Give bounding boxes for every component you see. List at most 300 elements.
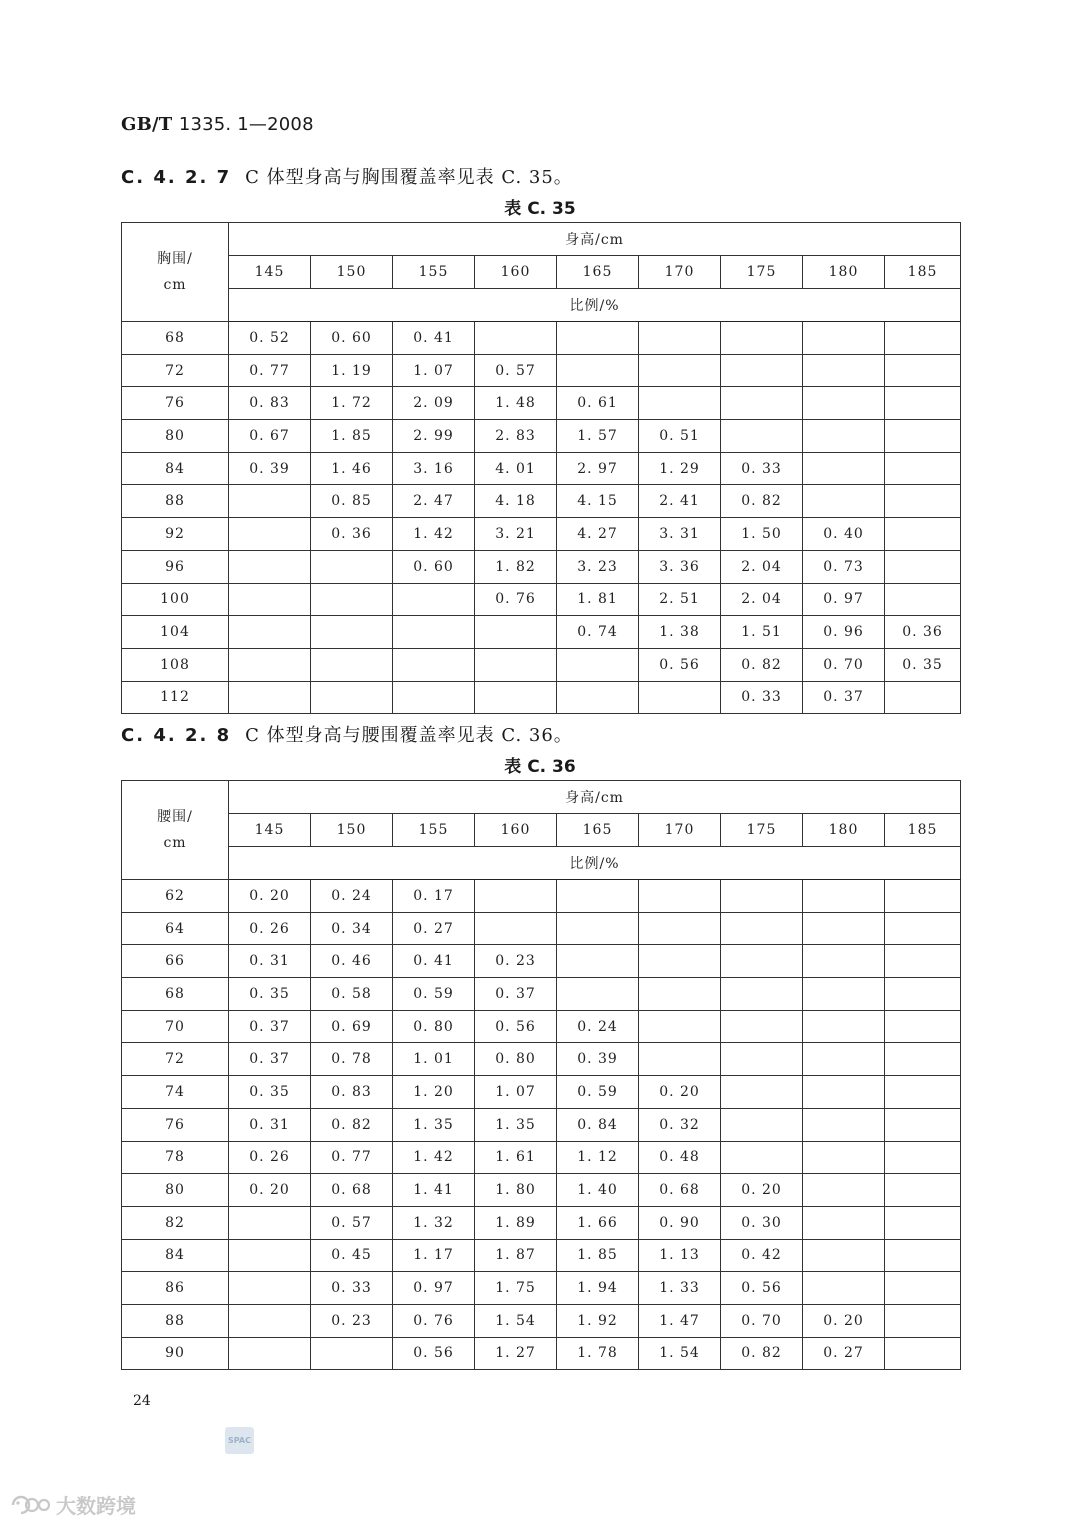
table-cell bbox=[393, 616, 475, 649]
table-row bbox=[122, 452, 961, 485]
row-label: 64 bbox=[122, 912, 229, 945]
table-cell: 1. 42 bbox=[393, 518, 475, 551]
table-cell bbox=[229, 648, 311, 681]
table-cell: 0. 96 bbox=[803, 616, 885, 649]
table-cell bbox=[803, 452, 885, 485]
table-cell: 0. 30 bbox=[721, 1206, 803, 1239]
height-170: 170 bbox=[639, 814, 721, 847]
row-header-line-1: 胸围/ bbox=[157, 251, 193, 267]
table-cell: 0. 76 bbox=[475, 583, 557, 616]
table-cell: 0. 35 bbox=[229, 978, 311, 1011]
table-cell: 3. 31 bbox=[639, 518, 721, 551]
table-cell bbox=[885, 1239, 961, 1272]
table-cell bbox=[229, 616, 311, 649]
clause-number: C. 4. 2. 7 bbox=[121, 167, 232, 188]
row-label: 72 bbox=[122, 354, 229, 387]
table-cell bbox=[721, 1010, 803, 1043]
row-label: 78 bbox=[122, 1141, 229, 1174]
table-cell: 0. 82 bbox=[721, 1337, 803, 1370]
table-cell bbox=[229, 1304, 311, 1337]
table-cell bbox=[311, 1337, 393, 1370]
clause-c4-2-8 bbox=[121, 721, 573, 747]
table-cell bbox=[885, 912, 961, 945]
table-cell: 0. 82 bbox=[721, 485, 803, 518]
table-cell bbox=[803, 1076, 885, 1109]
table-cell: 0. 24 bbox=[557, 1010, 639, 1043]
table-cell: 0. 26 bbox=[229, 1141, 311, 1174]
table-cell bbox=[557, 880, 639, 913]
table-cell bbox=[639, 945, 721, 978]
table-row bbox=[122, 1239, 961, 1272]
table-cell: 1. 85 bbox=[557, 1239, 639, 1272]
table-cell bbox=[885, 1174, 961, 1207]
table-cell bbox=[721, 1076, 803, 1109]
table-caption-c36: 表 C. 36 bbox=[504, 757, 576, 777]
table-cell: 0. 39 bbox=[229, 452, 311, 485]
table-cell: 0. 80 bbox=[475, 1043, 557, 1076]
table-c36 bbox=[121, 780, 961, 1370]
table-body bbox=[122, 322, 961, 714]
table-row bbox=[122, 1272, 961, 1305]
table-cell: 1. 57 bbox=[557, 420, 639, 453]
table-cell: 0. 68 bbox=[639, 1174, 721, 1207]
row-header-waist bbox=[122, 781, 229, 880]
table-cell: 2. 09 bbox=[393, 387, 475, 420]
row-label: 62 bbox=[122, 880, 229, 913]
table-cell: 1. 47 bbox=[639, 1304, 721, 1337]
table-cell: 0. 35 bbox=[885, 648, 961, 681]
table-cell bbox=[885, 1141, 961, 1174]
table-cell: 0. 97 bbox=[393, 1272, 475, 1305]
table-cell bbox=[721, 978, 803, 1011]
height-160: 160 bbox=[475, 814, 557, 847]
table-cell bbox=[803, 1108, 885, 1141]
table-cell: 0. 20 bbox=[721, 1174, 803, 1207]
ratio-header: 比例/% bbox=[229, 289, 961, 322]
height-180: 180 bbox=[803, 256, 885, 289]
table-cell: 0. 76 bbox=[393, 1304, 475, 1337]
table-row bbox=[122, 1010, 961, 1043]
table-cell bbox=[885, 1076, 961, 1109]
table-cell bbox=[557, 978, 639, 1011]
row-label: 92 bbox=[122, 518, 229, 551]
table-cell: 1. 54 bbox=[475, 1304, 557, 1337]
table-cell bbox=[639, 322, 721, 355]
table-cell: 0. 52 bbox=[229, 322, 311, 355]
table-cell: 0. 90 bbox=[639, 1206, 721, 1239]
height-165: 165 bbox=[557, 814, 639, 847]
table-cell bbox=[885, 1206, 961, 1239]
table-cell bbox=[885, 322, 961, 355]
table-cell bbox=[557, 681, 639, 714]
table-cell: 1. 38 bbox=[639, 616, 721, 649]
table-cell: 1. 12 bbox=[557, 1141, 639, 1174]
table-cell: 1. 85 bbox=[311, 420, 393, 453]
table-cell bbox=[885, 945, 961, 978]
height-180: 180 bbox=[803, 814, 885, 847]
table-row bbox=[122, 1108, 961, 1141]
table-cell: 1. 33 bbox=[639, 1272, 721, 1305]
table-cell bbox=[639, 912, 721, 945]
table-row bbox=[122, 1337, 961, 1370]
table-cell bbox=[557, 648, 639, 681]
height-170: 170 bbox=[639, 256, 721, 289]
table-cell: 0. 33 bbox=[721, 452, 803, 485]
table-cell: 0. 73 bbox=[803, 550, 885, 583]
table-cell: 1. 42 bbox=[393, 1141, 475, 1174]
table-cell bbox=[721, 387, 803, 420]
standard-code bbox=[121, 114, 314, 135]
height-150: 150 bbox=[311, 256, 393, 289]
table-cell bbox=[229, 681, 311, 714]
table-row bbox=[122, 1076, 961, 1109]
table-cell bbox=[475, 912, 557, 945]
table-cell: 0. 60 bbox=[311, 322, 393, 355]
table-cell bbox=[475, 880, 557, 913]
watermark-text: 大数跨境 bbox=[56, 1494, 136, 1518]
table-cell: 0. 31 bbox=[229, 1108, 311, 1141]
table-cell bbox=[885, 485, 961, 518]
table-row bbox=[122, 1141, 961, 1174]
table-cell bbox=[721, 322, 803, 355]
watermark bbox=[10, 1490, 136, 1519]
table-cell bbox=[311, 681, 393, 714]
table-cell: 1. 40 bbox=[557, 1174, 639, 1207]
table-cell bbox=[229, 518, 311, 551]
row-header-line-2: cm bbox=[163, 835, 187, 851]
table-cell bbox=[885, 387, 961, 420]
table-cell bbox=[475, 616, 557, 649]
height-values-row bbox=[122, 256, 961, 289]
table-cell: 3. 16 bbox=[393, 452, 475, 485]
table-cell: 2. 99 bbox=[393, 420, 475, 453]
table-cell: 0. 74 bbox=[557, 616, 639, 649]
table-cell: 1. 66 bbox=[557, 1206, 639, 1239]
table-cell: 0. 56 bbox=[639, 648, 721, 681]
table-caption-c35: 表 C. 35 bbox=[504, 199, 576, 219]
table-cell bbox=[557, 354, 639, 387]
table-cell bbox=[885, 518, 961, 551]
table-cell bbox=[721, 354, 803, 387]
table-cell: 0. 77 bbox=[311, 1141, 393, 1174]
height-145: 145 bbox=[229, 814, 311, 847]
table-cell bbox=[803, 1206, 885, 1239]
table-cell: 0. 70 bbox=[803, 648, 885, 681]
table-cell bbox=[393, 681, 475, 714]
table-cell: 0. 23 bbox=[475, 945, 557, 978]
table-cell: 1. 94 bbox=[557, 1272, 639, 1305]
table-row bbox=[122, 880, 961, 913]
table-cell: 1. 92 bbox=[557, 1304, 639, 1337]
table-cell bbox=[639, 978, 721, 1011]
table-cell bbox=[885, 681, 961, 714]
table-cell: 1. 27 bbox=[475, 1337, 557, 1370]
row-label: 68 bbox=[122, 978, 229, 1011]
table-cell: 1. 20 bbox=[393, 1076, 475, 1109]
table-cell: 0. 34 bbox=[311, 912, 393, 945]
table-c35 bbox=[121, 222, 961, 714]
table-cell bbox=[803, 1043, 885, 1076]
table-cell bbox=[639, 354, 721, 387]
table-cell bbox=[311, 550, 393, 583]
row-label: 66 bbox=[122, 945, 229, 978]
table-cell bbox=[229, 1337, 311, 1370]
table-row bbox=[122, 978, 961, 1011]
table-cell: 0. 69 bbox=[311, 1010, 393, 1043]
table-cell: 0. 83 bbox=[229, 387, 311, 420]
row-header-line-2: cm bbox=[163, 277, 187, 293]
table-row bbox=[122, 518, 961, 551]
height-header: 身高/cm bbox=[229, 781, 961, 814]
table-cell bbox=[803, 354, 885, 387]
height-header: 身高/cm bbox=[229, 223, 961, 256]
table-cell: 0. 48 bbox=[639, 1141, 721, 1174]
table-cell: 0. 56 bbox=[721, 1272, 803, 1305]
clause-text: C 体型身高与胸围覆盖率见表 C. 35。 bbox=[245, 167, 573, 188]
height-185: 185 bbox=[885, 256, 961, 289]
table-cell bbox=[885, 1304, 961, 1337]
table-row bbox=[122, 420, 961, 453]
table-row bbox=[122, 648, 961, 681]
table-row bbox=[122, 912, 961, 945]
table-cell bbox=[721, 912, 803, 945]
table-row bbox=[122, 322, 961, 355]
table-cell bbox=[229, 550, 311, 583]
table-cell bbox=[803, 322, 885, 355]
table-cell: 0. 61 bbox=[557, 387, 639, 420]
table-cell bbox=[803, 1141, 885, 1174]
table-cell: 0. 27 bbox=[803, 1337, 885, 1370]
table-cell: 0. 26 bbox=[229, 912, 311, 945]
table-row bbox=[122, 1206, 961, 1239]
table-cell bbox=[803, 978, 885, 1011]
table-cell bbox=[803, 420, 885, 453]
table-cell bbox=[721, 420, 803, 453]
table-cell: 0. 78 bbox=[311, 1043, 393, 1076]
height-160: 160 bbox=[475, 256, 557, 289]
table-cell: 0. 46 bbox=[311, 945, 393, 978]
table-cell bbox=[721, 945, 803, 978]
table-row bbox=[122, 1043, 961, 1076]
table-row bbox=[122, 1304, 961, 1337]
table-cell: 0. 37 bbox=[803, 681, 885, 714]
table-cell bbox=[885, 452, 961, 485]
table-row bbox=[122, 485, 961, 518]
table-cell bbox=[803, 387, 885, 420]
table-cell bbox=[885, 880, 961, 913]
table-cell: 0. 45 bbox=[311, 1239, 393, 1272]
table-cell bbox=[475, 322, 557, 355]
table-cell: 1. 72 bbox=[311, 387, 393, 420]
clause-number: C. 4. 2. 8 bbox=[121, 725, 232, 746]
table-cell bbox=[475, 648, 557, 681]
table-cell: 0. 31 bbox=[229, 945, 311, 978]
table-cell: 0. 67 bbox=[229, 420, 311, 453]
table-cell bbox=[721, 1141, 803, 1174]
page-number: 24 bbox=[133, 1393, 151, 1409]
table-cell: 1. 61 bbox=[475, 1141, 557, 1174]
table-cell: 2. 04 bbox=[721, 583, 803, 616]
table-cell: 0. 58 bbox=[311, 978, 393, 1011]
height-175: 175 bbox=[721, 814, 803, 847]
row-label: 90 bbox=[122, 1337, 229, 1370]
table-cell bbox=[557, 945, 639, 978]
table-cell: 0. 27 bbox=[393, 912, 475, 945]
table-cell: 1. 19 bbox=[311, 354, 393, 387]
table-cell: 1. 87 bbox=[475, 1239, 557, 1272]
table-row bbox=[122, 616, 961, 649]
table-cell: 4. 15 bbox=[557, 485, 639, 518]
table-cell: 1. 48 bbox=[475, 387, 557, 420]
height-185: 185 bbox=[885, 814, 961, 847]
table-cell: 0. 33 bbox=[721, 681, 803, 714]
table-cell: 1. 35 bbox=[393, 1108, 475, 1141]
table-cell: 0. 23 bbox=[311, 1304, 393, 1337]
table-cell: 0. 37 bbox=[229, 1043, 311, 1076]
table-cell bbox=[803, 880, 885, 913]
table-row bbox=[122, 583, 961, 616]
standard-code-prefix: GB/T bbox=[121, 114, 173, 135]
table-cell: 1. 51 bbox=[721, 616, 803, 649]
table-cell bbox=[639, 1010, 721, 1043]
table-cell bbox=[721, 880, 803, 913]
table-cell bbox=[721, 1108, 803, 1141]
table-cell bbox=[803, 1010, 885, 1043]
row-label: 72 bbox=[122, 1043, 229, 1076]
row-label: 86 bbox=[122, 1272, 229, 1305]
table-cell: 1. 35 bbox=[475, 1108, 557, 1141]
table-cell bbox=[885, 583, 961, 616]
table-row bbox=[122, 681, 961, 714]
table-cell bbox=[803, 1272, 885, 1305]
row-label: 80 bbox=[122, 1174, 229, 1207]
table-body bbox=[122, 880, 961, 1370]
publisher-stamp: SPAC bbox=[225, 1427, 254, 1454]
row-label: 112 bbox=[122, 681, 229, 714]
ratio-header: 比例/% bbox=[229, 847, 961, 880]
table-cell: 2. 83 bbox=[475, 420, 557, 453]
table-cell: 0. 97 bbox=[803, 583, 885, 616]
table-cell: 0. 36 bbox=[885, 616, 961, 649]
table-cell: 1. 41 bbox=[393, 1174, 475, 1207]
table-cell bbox=[475, 681, 557, 714]
table-cell: 1. 07 bbox=[475, 1076, 557, 1109]
table-cell: 0. 82 bbox=[311, 1108, 393, 1141]
table-cell: 1. 01 bbox=[393, 1043, 475, 1076]
table-cell: 1. 80 bbox=[475, 1174, 557, 1207]
table-cell: 0. 41 bbox=[393, 945, 475, 978]
row-label: 68 bbox=[122, 322, 229, 355]
table-cell bbox=[803, 1239, 885, 1272]
table-cell: 0. 20 bbox=[229, 1174, 311, 1207]
row-label: 104 bbox=[122, 616, 229, 649]
table-cell: 0. 59 bbox=[393, 978, 475, 1011]
standard-code-number: 1335. 1—2008 bbox=[178, 114, 314, 135]
clause-c4-2-7 bbox=[121, 163, 573, 189]
row-label: 108 bbox=[122, 648, 229, 681]
table-cell bbox=[885, 420, 961, 453]
table-cell: 0. 84 bbox=[557, 1108, 639, 1141]
table-cell bbox=[229, 485, 311, 518]
table-cell: 0. 37 bbox=[475, 978, 557, 1011]
height-155: 155 bbox=[393, 256, 475, 289]
height-145: 145 bbox=[229, 256, 311, 289]
table-cell: 3. 36 bbox=[639, 550, 721, 583]
table-cell bbox=[885, 1337, 961, 1370]
height-175: 175 bbox=[721, 256, 803, 289]
table-cell: 0. 39 bbox=[557, 1043, 639, 1076]
table-cell: 0. 37 bbox=[229, 1010, 311, 1043]
height-values-row bbox=[122, 814, 961, 847]
row-label: 76 bbox=[122, 1108, 229, 1141]
table-cell: 0. 68 bbox=[311, 1174, 393, 1207]
row-label: 76 bbox=[122, 387, 229, 420]
table-cell: 1. 75 bbox=[475, 1272, 557, 1305]
row-label: 80 bbox=[122, 420, 229, 453]
table-cell: 0. 56 bbox=[475, 1010, 557, 1043]
table-cell: 0. 20 bbox=[229, 880, 311, 913]
height-150: 150 bbox=[311, 814, 393, 847]
table-cell: 3. 21 bbox=[475, 518, 557, 551]
table-cell bbox=[639, 681, 721, 714]
table-cell bbox=[311, 583, 393, 616]
table-cell bbox=[885, 1108, 961, 1141]
table-cell: 0. 40 bbox=[803, 518, 885, 551]
table-cell bbox=[229, 1206, 311, 1239]
table-cell bbox=[803, 485, 885, 518]
table-cell: 0. 82 bbox=[721, 648, 803, 681]
table-cell bbox=[885, 1010, 961, 1043]
table-cell: 1. 82 bbox=[475, 550, 557, 583]
table-row bbox=[122, 550, 961, 583]
table-cell bbox=[885, 1043, 961, 1076]
table-cell: 2. 97 bbox=[557, 452, 639, 485]
table-cell bbox=[803, 1174, 885, 1207]
table-cell bbox=[885, 978, 961, 1011]
table-cell: 0. 56 bbox=[393, 1337, 475, 1370]
row-header-chest bbox=[122, 223, 229, 322]
table-cell: 0. 24 bbox=[311, 880, 393, 913]
table-cell bbox=[639, 880, 721, 913]
row-label: 84 bbox=[122, 1239, 229, 1272]
table-cell: 0. 36 bbox=[311, 518, 393, 551]
row-header-line-1: 腰围/ bbox=[157, 809, 193, 825]
table-cell: 0. 41 bbox=[393, 322, 475, 355]
table-cell: 1. 32 bbox=[393, 1206, 475, 1239]
height-155: 155 bbox=[393, 814, 475, 847]
table-cell: 0. 35 bbox=[229, 1076, 311, 1109]
table-cell bbox=[557, 322, 639, 355]
table-cell: 1. 46 bbox=[311, 452, 393, 485]
table-cell: 0. 20 bbox=[639, 1076, 721, 1109]
row-label: 70 bbox=[122, 1010, 229, 1043]
table-row bbox=[122, 387, 961, 420]
table-cell: 1. 17 bbox=[393, 1239, 475, 1272]
table-cell bbox=[393, 583, 475, 616]
table-cell: 1. 54 bbox=[639, 1337, 721, 1370]
table-cell: 0. 83 bbox=[311, 1076, 393, 1109]
table-cell: 0. 57 bbox=[311, 1206, 393, 1239]
table-cell: 0. 70 bbox=[721, 1304, 803, 1337]
table-cell: 0. 42 bbox=[721, 1239, 803, 1272]
row-label: 96 bbox=[122, 550, 229, 583]
row-label: 88 bbox=[122, 1304, 229, 1337]
table-cell: 0. 32 bbox=[639, 1108, 721, 1141]
table-cell: 2. 41 bbox=[639, 485, 721, 518]
table-cell: 2. 47 bbox=[393, 485, 475, 518]
table-cell: 1. 78 bbox=[557, 1337, 639, 1370]
table-cell bbox=[393, 648, 475, 681]
